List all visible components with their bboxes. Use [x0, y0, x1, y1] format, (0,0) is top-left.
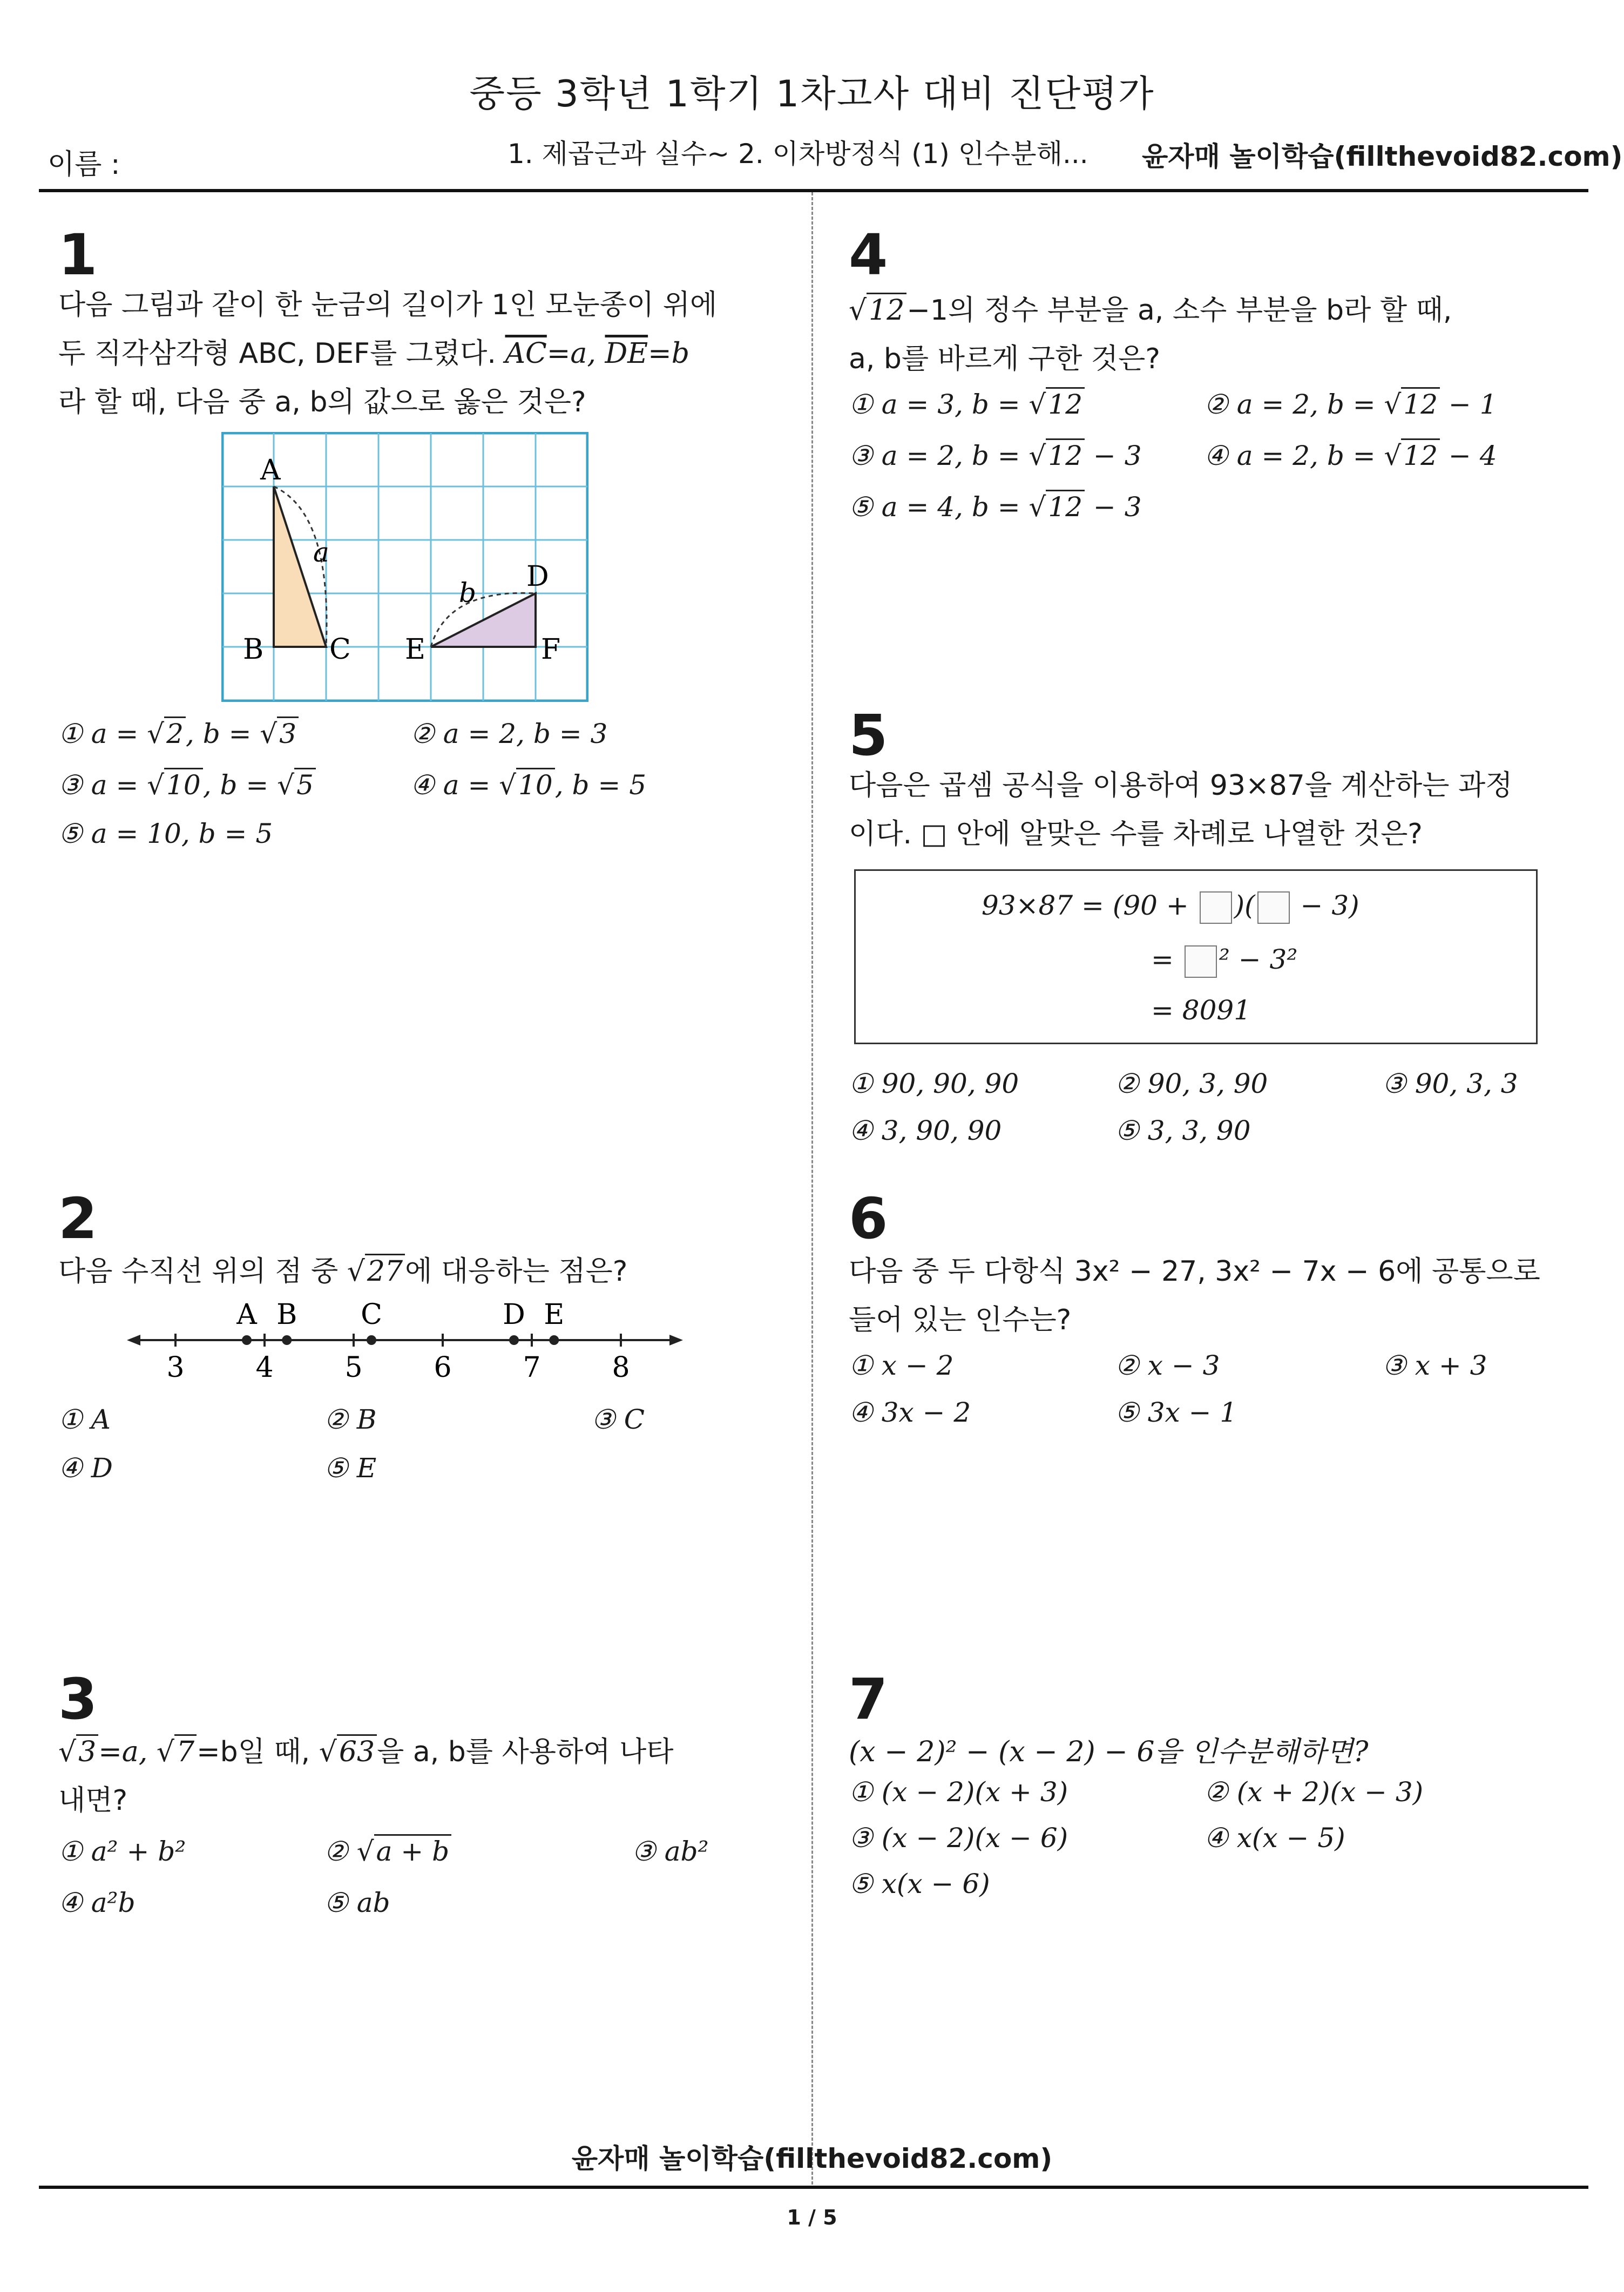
q7-option-5[interactable] — [849, 1868, 990, 1899]
subtitle: 1. 제곱근과 실수~ 2. 이차방정식 (1) 인수분해... — [508, 138, 1088, 170]
q5-number: 5 — [849, 702, 888, 768]
q3-text: =a, — [98, 1736, 157, 1768]
q3-number: 3 — [58, 1666, 98, 1732]
q3-option-4[interactable] — [58, 1887, 136, 1918]
option-text: 3x − 1 — [1147, 1397, 1237, 1428]
option-text: − 3 — [1085, 491, 1142, 523]
q4-line1: √12−1의 정수 부분을 a, 소수 부분을 b라 할 때, — [849, 286, 1551, 335]
option-mark: ③ — [591, 1404, 615, 1435]
site-brand-bottom: 윤자매 놀이학습(fillthevoid82.com) — [571, 2143, 1053, 2174]
q1-line1: 다음 그림과 같이 한 눈금의 길이가 1인 모눈종이 위에 — [58, 289, 718, 321]
q4-line2: a, b를 바르게 구한 것은? — [849, 343, 1160, 375]
option-text: 90, 90, 90 — [881, 1068, 1019, 1099]
label-d-point: D — [526, 560, 549, 593]
q1-option-5[interactable] — [58, 818, 273, 849]
point-b — [282, 1335, 292, 1345]
q4-number: 4 — [849, 222, 888, 288]
label-a-point: A — [260, 454, 281, 486]
option-mark: ④ — [849, 1397, 873, 1428]
label-e-point: E — [405, 633, 425, 666]
option-text: a = 4, b = — [881, 491, 1029, 523]
q6-stem — [849, 1247, 1561, 1344]
q3-text: =b일 때, — [197, 1736, 319, 1768]
q7-option-4[interactable] — [1204, 1822, 1345, 1854]
q1-eq-b: =b — [648, 337, 689, 370]
q1-option-2[interactable] — [410, 718, 607, 749]
q7-option-1[interactable] — [849, 1776, 1068, 1808]
label-b-length: b — [459, 577, 477, 609]
radicand: 12 — [1401, 387, 1440, 420]
option-text: ab — [356, 1887, 390, 1918]
radicand: 3 — [277, 716, 299, 749]
q7-stem: (x − 2)² − (x − 2) − 6을 인수분해하면? — [849, 1736, 1369, 1768]
option-text: , b = — [185, 718, 260, 749]
point-d — [509, 1335, 519, 1345]
option-text: 90, 3, 90 — [1147, 1068, 1268, 1099]
option-mark: ⑤ — [849, 491, 873, 523]
q5-line1: 다음은 곱셈 공식을 이용하여 93×87을 계산하는 과정 — [849, 769, 1513, 802]
segment-de: $\overline{DE}$ — [605, 337, 648, 370]
q6-line2: 들어 있는 인수는? — [849, 1304, 1072, 1336]
option-text: (x − 2)(x + 3) — [881, 1776, 1068, 1808]
option-text: x(x − 6) — [881, 1868, 990, 1899]
q3-text: 을 a, b를 사용하여 나타 — [377, 1736, 674, 1768]
option-text: a = 2, b = — [881, 440, 1029, 471]
q3-option-3[interactable] — [632, 1836, 709, 1867]
option-mark: ⑤ — [58, 818, 83, 849]
option-text: a = — [91, 769, 147, 801]
option-text: (x + 2)(x − 3) — [1236, 1776, 1424, 1808]
option-text: a = 3, b = — [881, 389, 1029, 420]
option-mark: ⑤ — [324, 1887, 348, 1918]
q2-option-4[interactable] — [58, 1452, 113, 1484]
option-mark: ③ — [632, 1836, 656, 1867]
answer-blank[interactable] — [1185, 945, 1217, 978]
option-text: a = — [91, 718, 147, 749]
option-text: a² + b² — [91, 1836, 186, 1867]
option-text: 3x − 2 — [881, 1397, 971, 1428]
q5-stem — [849, 761, 1561, 858]
q5-line2: 이다. □ 안에 알맞은 수를 차례로 나열한 것은? — [849, 818, 1423, 850]
option-text: x − 3 — [1147, 1350, 1220, 1381]
point-a — [242, 1335, 252, 1345]
option-mark: ⑤ — [1115, 1397, 1139, 1428]
tick-label: 6 — [434, 1351, 452, 1384]
option-mark: ① — [58, 1404, 83, 1435]
option-text: − 3 — [1085, 440, 1142, 471]
q5-option-3[interactable] — [1382, 1068, 1518, 1099]
page-number: 1 / 5 — [787, 2206, 837, 2229]
option-text: a = 10, b = 5 — [91, 818, 273, 849]
q5-option-5[interactable] — [1115, 1115, 1251, 1146]
label-f-point: F — [541, 633, 561, 666]
radicand: 63 — [337, 1734, 377, 1768]
radicand: 12 — [1046, 438, 1085, 471]
q4-stem — [849, 286, 1551, 383]
option-mark: ⑤ — [324, 1452, 348, 1484]
option-mark: ② — [1115, 1068, 1139, 1099]
point-e — [549, 1335, 559, 1345]
q5-calc-line2 — [1151, 944, 1297, 978]
q6-option-4[interactable] — [849, 1397, 971, 1428]
option-text: , b = 5 — [554, 769, 647, 801]
q3-option-1[interactable] — [58, 1836, 186, 1867]
option-text: a = 2, b = — [1236, 389, 1384, 420]
name-label: 이름 : — [48, 148, 120, 181]
option-mark: ① — [849, 1776, 873, 1808]
option-mark: ② — [1204, 389, 1228, 420]
q1-line2 — [58, 329, 760, 378]
option-mark: ⑤ — [849, 1868, 873, 1899]
tick-label: 7 — [523, 1351, 541, 1384]
q4-option-4[interactable]: ④ a = 2, b = √12 − 4 — [1204, 440, 1497, 471]
option-text: x + 3 — [1415, 1350, 1487, 1381]
number-line — [124, 1296, 686, 1393]
q7-option-2[interactable] — [1204, 1776, 1423, 1808]
label-b-point: B — [243, 633, 264, 666]
radicand: 12 — [1046, 387, 1085, 420]
q2-option-3[interactable] — [591, 1404, 645, 1435]
option-mark: ① — [849, 1068, 873, 1099]
option-text: − 1 — [1440, 389, 1497, 420]
q3-line2: 내면? — [58, 1784, 128, 1817]
option-mark: ② — [1204, 1776, 1228, 1808]
q3-stem — [58, 1728, 771, 1825]
q4-option-2[interactable]: ② a = 2, b = √12 − 1 — [1204, 389, 1497, 420]
q5-option-1[interactable] — [849, 1068, 1019, 1099]
q4-option-1[interactable]: ① a = 3, b = √12 — [849, 389, 1085, 420]
radicand: 10 — [164, 768, 203, 801]
tick-label: 5 — [344, 1351, 363, 1384]
option-mark: ① — [58, 718, 83, 749]
header-rule — [39, 189, 1588, 192]
radicand: 12 — [1046, 490, 1085, 523]
q3-line1: √3=a, √7=b일 때, √63을 a, b를 사용하여 나타 — [58, 1728, 771, 1776]
radicand: 2 — [164, 716, 186, 749]
answer-blank[interactable] — [1257, 891, 1290, 924]
q2-option-5[interactable] — [324, 1452, 376, 1484]
segment-ac: $\overline{AC}$ — [505, 337, 547, 370]
q6-option-5[interactable] — [1115, 1397, 1237, 1428]
option-text: a²b — [91, 1887, 136, 1918]
option-text: − 4 — [1440, 440, 1497, 471]
q4-option-5[interactable]: ⑤ a = 4, b = √12 − 3 — [849, 491, 1142, 523]
page-title: 중등 3학년 1학기 1차고사 대비 진단평가 — [469, 73, 1155, 116]
q1-option-1[interactable]: ① a = √2, b = √3 — [58, 718, 299, 749]
radicand: 12 — [1401, 438, 1440, 471]
option-mark: ② — [410, 718, 435, 749]
q2-text-post: 에 대응하는 점은? — [405, 1255, 628, 1288]
calc-text: 93×87 = (90 + — [982, 890, 1197, 921]
q3-option-5[interactable] — [324, 1887, 390, 1918]
option-text: a = 2, b = — [1236, 440, 1384, 471]
tick-label: 3 — [166, 1351, 185, 1384]
calc-text: ² − 3² — [1219, 944, 1298, 975]
option-mark: ④ — [58, 1887, 83, 1918]
q1-stem — [58, 281, 760, 427]
option-text: x(x − 5) — [1236, 1822, 1345, 1854]
q5-option-2[interactable] — [1115, 1068, 1268, 1099]
answer-blank[interactable] — [1200, 891, 1232, 924]
option-mark: ① — [58, 1836, 83, 1867]
calc-text: )( — [1234, 890, 1255, 921]
option-mark: ③ — [849, 1822, 873, 1854]
q2-stem: 다음 수직선 위의 점 중 √27에 대응하는 점은? — [58, 1247, 627, 1296]
q4-option-3[interactable]: ③ a = 2, b = √12 − 3 — [849, 440, 1142, 471]
q7-number: 7 — [849, 1666, 888, 1732]
radicand: 10 — [516, 768, 555, 801]
q7-option-3[interactable] — [849, 1822, 1068, 1854]
option-mark: ④ — [410, 769, 435, 801]
arrow-right-icon — [669, 1335, 683, 1346]
option-mark: ③ — [1382, 1350, 1406, 1381]
radicand: 3 — [76, 1734, 98, 1768]
site-brand-top: 윤자매 놀이학습(fillthevoid82.com) — [1142, 141, 1623, 172]
q5-calc-line1 — [982, 890, 1359, 924]
point-label-a: A — [236, 1299, 257, 1331]
q6-number: 6 — [849, 1186, 888, 1252]
option-text: a = — [443, 769, 499, 801]
option-text: (x − 2)(x − 6) — [881, 1822, 1068, 1854]
q6-option-2[interactable] — [1115, 1350, 1220, 1381]
point-label-c: C — [361, 1299, 382, 1331]
label-a-length: a — [313, 537, 329, 568]
option-mark: ④ — [849, 1115, 873, 1146]
option-text: ab² — [664, 1836, 709, 1867]
option-mark: ② — [324, 1404, 348, 1435]
q1-line2-text: 두 직각삼각형 ABC, DEF를 그렸다. — [58, 337, 505, 370]
radicand: 12 — [867, 293, 906, 327]
q3-option-2[interactable]: ② √a + b — [324, 1836, 451, 1867]
calc-text: = — [1151, 944, 1182, 975]
q1-line3: 라 할 때, 다음 중 a, b의 값으로 옳은 것은? — [58, 386, 586, 418]
option-mark: ④ — [58, 1452, 83, 1484]
option-text: A — [91, 1404, 111, 1435]
q1-option-4[interactable]: ④ a = √10, b = 5 — [410, 769, 646, 801]
q4-text: −1의 정수 부분을 a, 소수 부분을 b라 할 때, — [906, 294, 1452, 327]
label-c-point: C — [329, 633, 351, 666]
q1-eq-a: =a, — [546, 337, 605, 370]
option-mark: ④ — [1204, 1822, 1228, 1854]
option-mark: ① — [849, 389, 873, 420]
q6-option-3[interactable] — [1382, 1350, 1487, 1381]
q5-option-4[interactable] — [849, 1115, 1002, 1146]
footer-rule — [39, 2186, 1588, 2189]
option-mark: ③ — [58, 769, 83, 801]
q1-option-3[interactable]: ③ a = √10, b = √5 — [58, 769, 316, 801]
option-text: 3, 90, 90 — [881, 1115, 1002, 1146]
q6-line1: 다음 중 두 다항식 3x² − 27, 3x² − 7x − 6에 공통으로 — [849, 1255, 1540, 1288]
q1-number: 1 — [58, 222, 98, 288]
q1-grid-figure — [221, 432, 588, 702]
radicand: 27 — [365, 1254, 405, 1288]
calc-text: − 3) — [1291, 890, 1359, 921]
option-text: 3, 3, 90 — [1147, 1115, 1251, 1146]
option-text: x − 2 — [881, 1350, 954, 1381]
point-c — [367, 1335, 376, 1345]
q6-option-1[interactable] — [849, 1350, 953, 1381]
point-label-b: B — [276, 1299, 297, 1331]
q2-option-2[interactable] — [324, 1404, 376, 1435]
option-mark: ③ — [849, 440, 873, 471]
option-mark: ① — [849, 1350, 873, 1381]
option-mark: ⑤ — [1115, 1115, 1139, 1146]
radicand: a + b — [374, 1834, 452, 1867]
option-text: a = 2, b = 3 — [443, 718, 608, 749]
q2-text-pre: 다음 수직선 위의 점 중 — [58, 1255, 347, 1288]
tick-label: 4 — [255, 1351, 274, 1384]
point-label-e: E — [544, 1299, 565, 1331]
option-mark: ④ — [1204, 440, 1228, 471]
q2-option-1[interactable] — [58, 1404, 111, 1435]
radicand: 7 — [174, 1734, 197, 1768]
option-mark: ② — [324, 1836, 348, 1867]
option-mark: ② — [1115, 1350, 1139, 1381]
tick-label: 8 — [612, 1351, 630, 1384]
point-label-d: D — [503, 1299, 525, 1331]
column-divider — [811, 192, 813, 2185]
option-text: B — [356, 1404, 377, 1435]
option-text: D — [91, 1452, 113, 1484]
q2-number: 2 — [58, 1186, 98, 1252]
radicand: 5 — [294, 768, 316, 801]
option-mark: ③ — [1382, 1068, 1406, 1099]
option-text: 90, 3, 3 — [1415, 1068, 1518, 1099]
option-text: , b = — [202, 769, 278, 801]
option-text: E — [356, 1452, 377, 1484]
q5-calc-line3: = 8091 — [1151, 995, 1251, 1026]
option-text: C — [624, 1404, 645, 1435]
arrow-left-icon — [127, 1335, 140, 1346]
